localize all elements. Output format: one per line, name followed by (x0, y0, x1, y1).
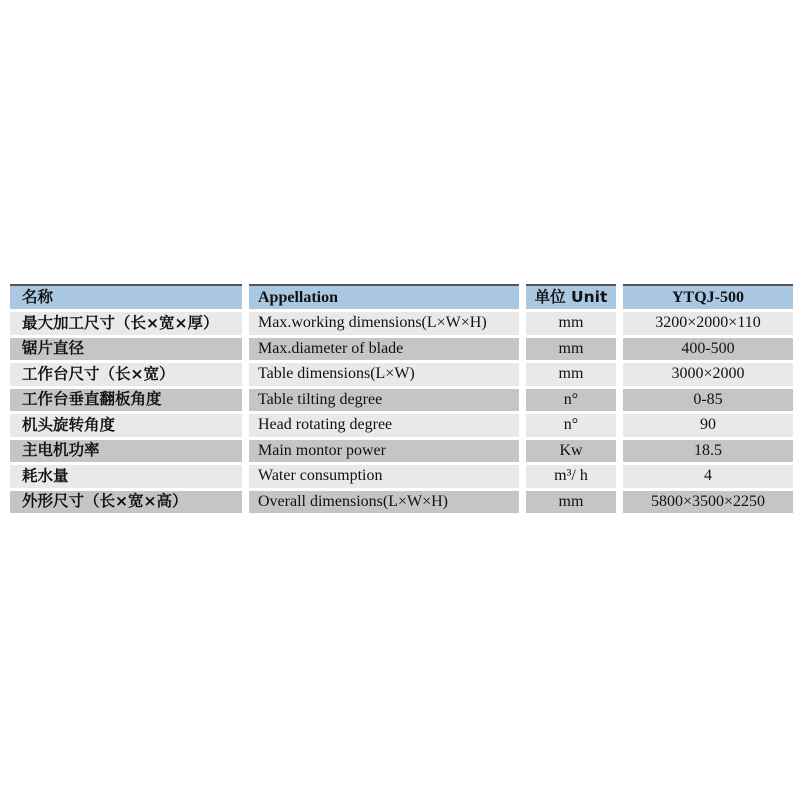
row-en-label: Main montor power (249, 440, 519, 463)
row-cn-label: 工作台尺寸（长×宽） (10, 363, 242, 386)
row-value: 18.5 (623, 440, 793, 463)
row-unit: mm (526, 338, 616, 361)
row-value: 3000×2000 (623, 363, 793, 386)
row-unit: mm (526, 491, 616, 514)
row-unit: mm (526, 312, 616, 335)
row-cn-label: 机头旋转角度 (10, 414, 242, 437)
row-cn-label: 耗水量 (10, 465, 242, 488)
row-en-label: Table dimensions(L×W) (249, 363, 519, 386)
row-value: 90 (623, 414, 793, 437)
row-value: 4 (623, 465, 793, 488)
row-unit: n° (526, 389, 616, 412)
row-en-label: Head rotating degree (249, 414, 519, 437)
row-cn-label: 最大加工尺寸（长×宽×厚） (10, 312, 242, 335)
row-unit: m³/ h (526, 465, 616, 488)
header-name-cn: 名称 (10, 284, 242, 309)
row-cn-label: 锯片直径 (10, 338, 242, 361)
row-cn-label: 主电机功率 (10, 440, 242, 463)
row-en-label: Max.working dimensions(L×W×H) (249, 312, 519, 335)
row-en-label: Water consumption (249, 465, 519, 488)
row-value: 5800×3500×2250 (623, 491, 793, 514)
row-unit: Kw (526, 440, 616, 463)
header-appellation: Appellation (249, 284, 519, 309)
header-model: YTQJ-500 (623, 284, 793, 309)
row-unit: n° (526, 414, 616, 437)
row-en-label: Max.diameter of blade (249, 338, 519, 361)
header-unit: 单位 Unit (526, 284, 616, 309)
row-en-label: Overall dimensions(L×W×H) (249, 491, 519, 514)
row-unit: mm (526, 363, 616, 386)
spec-table (10, 284, 793, 513)
row-cn-label: 外形尺寸（长×宽×高） (10, 491, 242, 514)
row-value: 0-85 (623, 389, 793, 412)
row-en-label: Table tilting degree (249, 389, 519, 412)
row-cn-label: 工作台垂直翻板角度 (10, 389, 242, 412)
row-value: 3200×2000×110 (623, 312, 793, 335)
row-value: 400-500 (623, 338, 793, 361)
